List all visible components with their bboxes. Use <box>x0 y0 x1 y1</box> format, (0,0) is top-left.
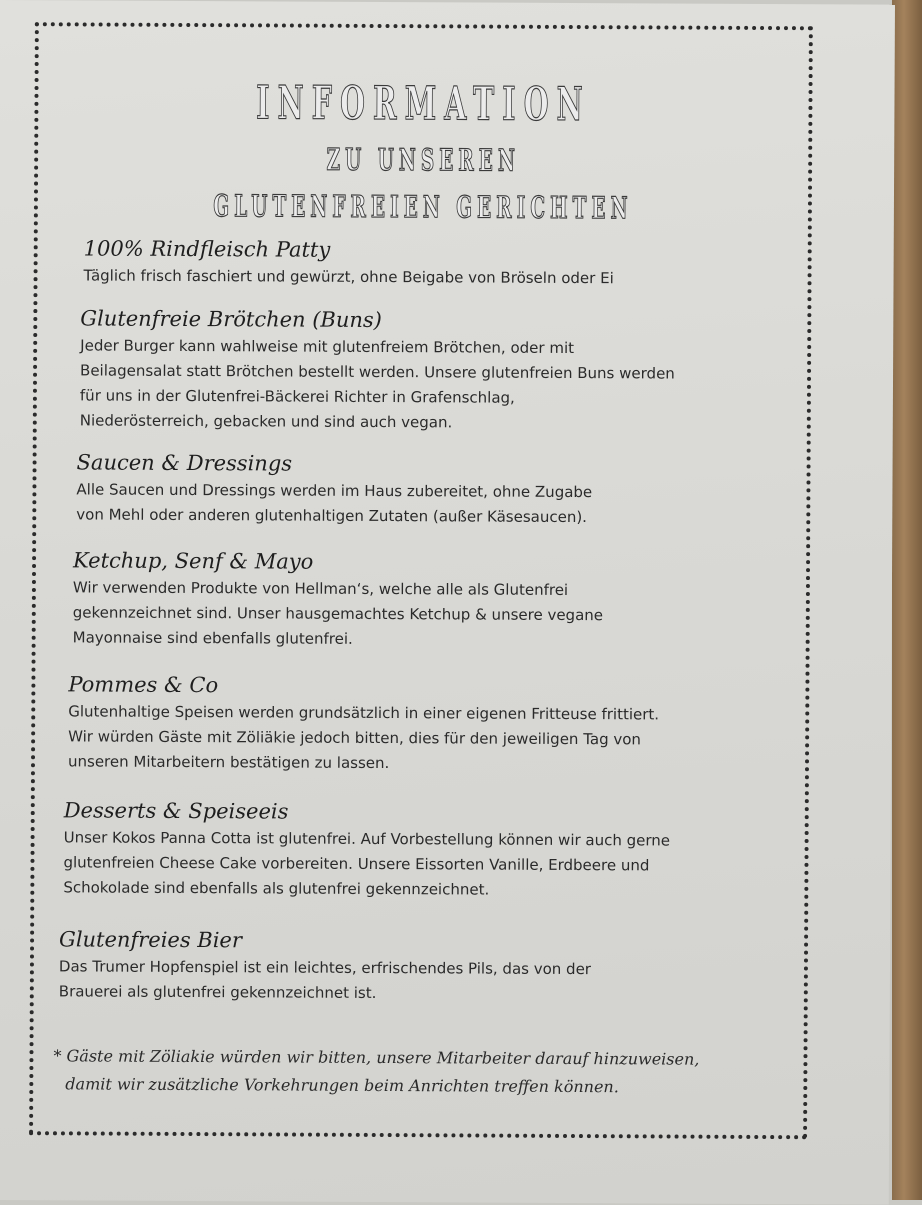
section-title: Pommes & Co <box>68 672 219 698</box>
section-body <box>83 263 823 292</box>
body-line: Unser Kokos Panna Cotta ist glutenfrei. Auf Vorbestellung können wir auch gerne <box>63 828 671 850</box>
body-line: Niederösterreich, gebacken und sind auch vegan. <box>79 411 453 432</box>
body-line: Das Trumer Hopfenspiel ist ein leichtes, erfrischendes Pils, das von der <box>58 957 592 979</box>
section-title: Glutenfreies Bier <box>59 927 243 953</box>
section-body <box>80 333 821 437</box>
dotted-border <box>29 22 813 1139</box>
body-line: für uns in der Glutenfrei-Bäckerei Richter in Grafenschlag, <box>79 386 515 407</box>
section-body <box>63 825 803 904</box>
body-line: Brauerei als glutenfrei gekennzeichnet ist. <box>58 982 377 1002</box>
footnote <box>53 1042 813 1102</box>
section-desserts <box>63 796 804 904</box>
section-ketchup <box>73 546 814 654</box>
table-edge <box>892 0 922 1200</box>
body-line: von Mehl oder anderen glutenhaltigen Zutaten (außer Käsesaucen). <box>76 505 588 527</box>
section-title: Saucen & Dressings <box>76 450 293 476</box>
body-line: Jeder Burger kann wahlweise mit glutenfreiem Brötchen, oder mit <box>80 336 575 358</box>
body-line: Mayonnaise sind ebenfalls glutenfrei. <box>72 628 353 648</box>
body-line: Schokolade sind ebenfalls als glutenfrei gekennzeichnet. <box>63 878 490 899</box>
section-body <box>76 477 816 531</box>
body-line: Alle Saucen und Dressings werden im Haus zubereitet, ohne Zugabe <box>76 480 593 502</box>
title-line-1: INFORMATION <box>256 75 591 132</box>
section-body <box>59 954 799 1008</box>
body-line: Glutenhaltige Speisen werden grundsätzlich in einer eigenen Fritteuse frittiert. <box>68 702 660 724</box>
section-title: Glutenfreie Brötchen (Buns) <box>80 306 382 333</box>
section-patty <box>83 234 823 292</box>
section-buns <box>80 304 821 437</box>
body-line: Täglich frisch faschiert und gewürzt, ohne Beigabe von Bröseln oder Ei <box>83 266 614 288</box>
body-line: Wir würden Gäste mit Zöliäkie jedoch bitten, dies für den jeweiligen Tag von <box>68 727 641 749</box>
section-title: Ketchup, Senf & Mayo <box>73 548 314 574</box>
section-saucen <box>76 448 816 531</box>
body-line: unseren Mitarbeitern bestätigen zu lassen. <box>67 752 390 773</box>
footnote-line: * Gäste mit Zöliakie würden wir bitten, unsere Mitarbeiter darauf hinzuweisen, <box>53 1046 700 1069</box>
section-bier <box>59 925 799 1008</box>
section-body <box>68 699 808 778</box>
footnote-line: damit wir zusätzliche Vorkehrungen beim Anrichten treffen können. <box>65 1074 619 1097</box>
section-body <box>73 575 813 654</box>
section-pommes <box>68 670 809 778</box>
body-line: Beilagensalat statt Brötchen bestellt werden. Unsere glutenfreien Buns werden <box>80 361 675 383</box>
title-line-2: ZU UNSEREN <box>326 142 520 179</box>
section-title: 100% Rindfleisch Patty <box>83 236 331 262</box>
body-line: Wir verwenden Produkte von Hellman‘s, welche alle als Glutenfrei <box>72 578 569 599</box>
body-line: gekennzeichnet sind. Unser hausgemachtes Ketchup & unsere vegane <box>72 603 604 625</box>
title-line-3: GLUTENFREIEN GERICHTEN <box>213 189 633 227</box>
section-title: Desserts & Speiseeis <box>63 798 289 824</box>
body-line: glutenfreien Cheese Cake vorbereiten. Unsere Eissorten Vanille, Erdbeere und <box>63 853 650 875</box>
